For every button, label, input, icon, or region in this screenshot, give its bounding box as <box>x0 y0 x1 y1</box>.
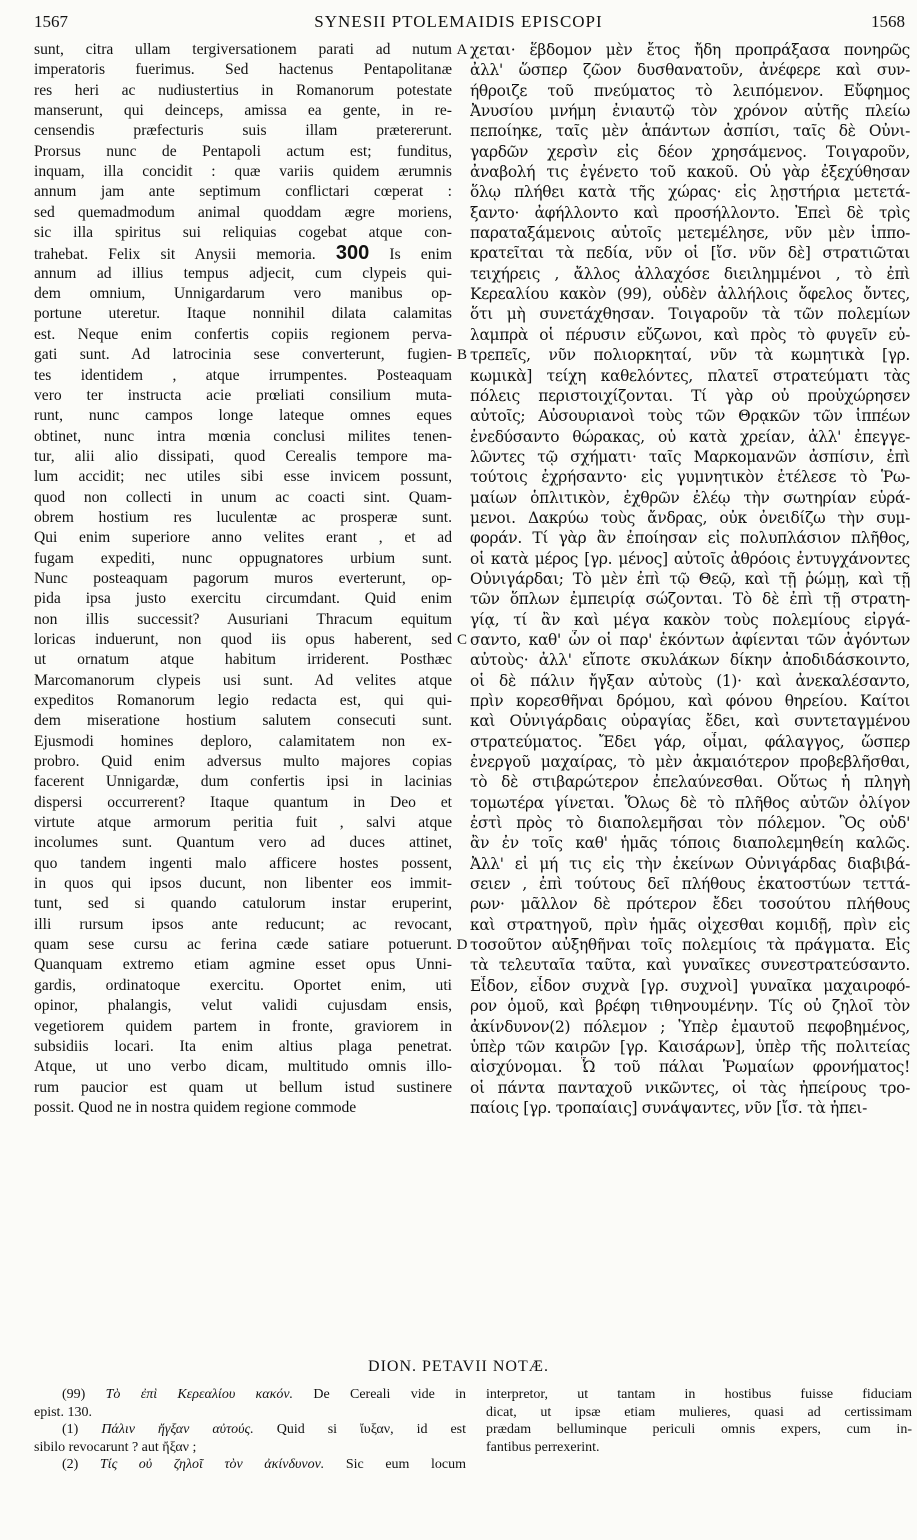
note-text: epist. 130. <box>34 1404 92 1420</box>
greek-line: πόλεις περιστοιχίζονται. Τί γὰρ οὐ προὐχώρησεν <box>470 386 910 405</box>
greek-line: παίοις [γρ. τροπαίαις] συνάψαντες, νῦν [ἴσ. τὰ ἠπει- <box>470 1098 868 1117</box>
latin-line: opinor, phalangis, velut validi cujusdam ensis, <box>34 997 452 1015</box>
greek-line: τοσοῦτον αὐξηθῆναι τοῖς πολεμίοις τὰ πράγματα. Εἰς <box>470 936 910 955</box>
latin-line: res heri ac nudiustertius in Romanorum potestate <box>34 81 452 99</box>
greek-line: λῶντες τῷ σχήματι· ταῖς Μαρκομανῶν ἀσπίσιν, ἐπὶ <box>470 447 910 466</box>
greek-line: ἐστὶ πρὸς τὸ διαπολεμῆσαι τὸν πόλεμον. Ὃς οὐδ' <box>470 814 910 833</box>
latin-line: non illis successit? Ausuriani Thracum equitum <box>34 610 452 628</box>
latin-line: pida ipsa justo exercitu circumdant. Quid enim <box>34 590 452 608</box>
latin-line: vero ter instructa acie prœliati consilium muta- <box>34 386 452 404</box>
greek-line: πρὶν κορεσθῆναι δρόμου, καὶ φόνου θηρείου. Καίτοι <box>470 692 910 710</box>
latin-line: tunt, sed si quando catulorum instar eruperint, <box>34 895 452 913</box>
latin-line: fugam expediti, nunc oppugnatores urbium sunt. <box>34 549 452 567</box>
greek-line: ἐνεδύσαντο θώρακας, οὐ κατὰ χρείαν, ἀλλ' ἐπεγγε- <box>470 427 910 446</box>
greek-line: τῶν ὅπλων ἐμπειρίᾳ σώζονται. Τὸ δὲ ἐπὶ τῇ στρατη- <box>470 590 910 609</box>
greek-line: μενοι. Δακρύω τοὺς ἄνδρας, οὐκ ὀνειδίζω τὴν συμ- <box>470 508 910 527</box>
greek-line: ἐνεργοῦ μαχαίρας, τὸ μὲν ἀκμαιότερον προβεβλῆσθαι, <box>470 753 910 772</box>
note-lemma: Τὸ ἐπὶ Κερεαλίου κακόν. <box>105 1387 294 1402</box>
latin-line: vegetiorem quidem partem in fronte, graviorem in <box>34 1017 452 1035</box>
greek-line: σαντο, καθ' ὧν οἱ παρ' ἑκόντων ἀφίενται τῶν ἀγόντων <box>470 630 910 649</box>
greek-line: ὅτι μὴ συνετάχθησαν. Τοιγαροῦν τὰ τῶν πολεμίων <box>470 305 910 324</box>
latin-line: expeditos Romanorum legio redacta est, qui qui- <box>34 692 452 709</box>
latin-line: loricas induerunt, non quod iis opus haberent, sed <box>34 630 452 648</box>
greek-line: τρεπεῖς, νῦν πολιορκηταί, νῦν τὰ κωμητικὰ [γρ. <box>470 346 910 365</box>
greek-line: σειεν , ἐπὶ τούτους δεῖ πλήθους ἑκατοστύων τεττά- <box>470 875 910 894</box>
greek-column <box>470 40 910 1118</box>
latin-line: facerent Unnigardæ, dum confertis ipsi in lacinias <box>34 773 452 791</box>
greek-line: ρον ὁμοῦ, καὶ βρέφη τιθηνουμένην. Τίς οὐ ζηλοῖ τὸν <box>470 997 910 1016</box>
latin-line: dispersi occurrerent? Itaque quantum in Deo et <box>34 793 452 811</box>
greek-line: αἰσχύνομαι. Ὦ τοῦ πάλαι Ῥωμαίων φρονήματος! <box>470 1058 910 1077</box>
greek-line: ἀναβολή τις ἐγένετο τοῦ κακοῦ. Οὐ γὰρ ἐξεχύθησαν <box>470 163 910 182</box>
latin-line: Marcomanorum clypeis usi sunt. Ad velites atque <box>34 671 452 689</box>
latin-line: Qui enim superiore anno velites erant , et ad <box>34 529 452 547</box>
greek-line: τούτοις ἐχρήσαντο· εἰς γυμνητικὸν ἐτέλεσε τὸ Ῥω- <box>470 468 910 487</box>
latin-line: obrem hostium res luculentæ ac prosperæ sunt. <box>34 508 452 526</box>
latin-line: ut ornatum atque habitum irriderent. Posthæc <box>34 651 452 669</box>
note-line <box>34 1386 466 1404</box>
greek-line: κωμικὰ] τείχη καθελόντες, πλατεῖ στρατεύματι τὰς <box>470 366 910 385</box>
section-number: 300 <box>335 243 370 264</box>
note-number: (2) <box>62 1457 100 1472</box>
greek-line: αὐτοὺς· ἀλλ' εἴποτε σκυλάκων δίκην ἀποδιδάσκοιντο, <box>470 651 910 670</box>
latin-line: gati sunt. Ad latrocinia sese converterunt, fugien- <box>34 346 452 364</box>
note-lemma: Πάλιν ἤγξαν αὐτούς. <box>101 1422 254 1437</box>
greek-line: τὰ τελευταῖα ταῦτα, καὶ γυναῖκες συνεστρατεύσαντο. <box>470 956 910 975</box>
latin-line-text: Is enim <box>369 246 452 264</box>
greek-line: οἱ πάντα πανταχοῦ νικῶντες, οἱ τὰς ἠπείρους τρο- <box>470 1078 910 1097</box>
note-number: (99) <box>62 1387 106 1402</box>
note-line <box>34 1421 466 1439</box>
greek-line: Ἀλλ' εἰ μή τις εἰς τὴν ἐκείνων Οὐνιγάρδας διαβιβά- <box>470 854 910 873</box>
greek-line: οἱ κατὰ μέρος [γρ. μένος] αὐτοῖς ἀθρόοις ἐντυγχάνοντες <box>470 549 910 568</box>
greek-line: γίᾳ, τί ἂν καὶ μέγα κακὸν τοὺς πολεμίους εἰργά- <box>470 610 910 629</box>
latin-line: Nunc posteaquam pagorum muros everterunt, op- <box>34 569 452 587</box>
latin-line: Atque, ut uno verbo dicam, multitudo omnis illo- <box>34 1058 452 1076</box>
latin-line: manserunt, qui deinceps, amissa ea gente, in re- <box>34 102 452 120</box>
latin-line: possit. Quod ne in nostra quidem regione commode <box>34 1098 357 1116</box>
latin-line-text: trahebat. Felix sit Anysii memoria. <box>34 246 336 264</box>
latin-line: quam sese cursu ac ferina cæde satiare potuerunt. <box>34 936 452 954</box>
latin-line: quo tandem ingenti malo afficere hostes possent, <box>34 854 452 872</box>
greek-line: λαμπρὰ οἱ πέρυσιν εὔζωνοι, καὶ πρὸς τὸ φυγεῖν εὐ- <box>470 325 910 344</box>
latin-line: annum jam ante septimum conflictari cœperat : <box>34 183 452 201</box>
latin-line: quod non collecti in unum ac coacti sint. Quam- <box>34 488 452 506</box>
greek-line: ήθροιζε τοῦ πνεύματος τὸ λειπόμενον. Εὔφημος <box>470 81 910 100</box>
latin-line: dem omnium, Unnigardarum vero manibus op- <box>34 285 452 303</box>
latin-line: incolumes sunt. Quantum vero ad duces attinet, <box>34 834 452 852</box>
latin-line: probro. Quid enim adversus multo majores copias <box>34 753 452 771</box>
greek-line: αὐτοῖς; Αὐσουριανοὶ τοὺς τῶν Θρᾳκῶν τῶν ἱππέων <box>470 407 910 426</box>
notes-title: DION. PETAVII NOTÆ. <box>368 1358 549 1375</box>
note-text: Sic eum locum <box>324 1457 466 1472</box>
greek-line: οἱ δὲ πάλιν ἤγξαν αὐτοὺς (1)· καὶ ἀνεκαλέσαντο, <box>470 671 910 690</box>
right-page-number: 1568 <box>871 12 905 31</box>
running-title: SYNESII PTOLEMAIDIS EPISCOPI <box>314 12 603 31</box>
latin-line: illi rursum ipsos ante reducunt; ac revocant, <box>34 915 452 933</box>
greek-line: μαίων ὁπλιτικὸν, ἐχθρῶν ἐλέῳ τὴν σωτηρίαν εὑρά- <box>470 488 910 507</box>
note-number: (1) <box>62 1422 102 1437</box>
greek-line: ρων· μᾶλλον δὲ πρότερον ἔδει τοσούτου πλήθους <box>470 895 910 914</box>
latin-line: sic illa spiritus sui reliquias cogebat atque con- <box>34 224 452 242</box>
latin-line: runt, nunc campos longe lateque omnes eques <box>34 407 452 425</box>
greek-line: καὶ Οὐνιγάρδαις οὐραγίας ἔδει, καὶ συντεταγμένου <box>470 712 910 731</box>
greek-line: τὸ δὲ στιβαρώτερον ἐπελαύνεσθαι. Οὕτως ἡ πληγὴ <box>470 773 910 792</box>
margin-letter-b: B <box>456 347 467 364</box>
notes-right-column <box>486 1386 912 1456</box>
note-text: De Cereali vide in <box>293 1387 466 1402</box>
greek-line: παραταξάμενοις αὐτοῖς μετεμέλησε, νῦν μὲν ἱππο- <box>470 224 910 243</box>
greek-line: ὑπὲρ τῶν καιρῶν [γρ. Καισάρων], ὑπὲρ τῆς πολιτείας <box>470 1037 910 1056</box>
latin-line: obtinet, nunc intra mœnia conclusi milites tenen- <box>34 427 452 445</box>
latin-line: tur, alii alio dissipati, quod Cerealis tempore ma- <box>34 447 452 465</box>
greek-line: ἂν ἐν τοῖς καθ' ἡμᾶς τόποις διαπολεμηθείη καλῶς. <box>470 834 910 853</box>
note-line <box>34 1404 466 1422</box>
note-line: dicat, ut ipsæ etiam mulieres, quasi ad certissimam <box>486 1404 912 1420</box>
greek-line: καὶ στρατηγοῦ, πρὶν ἡμᾶς οἰχεσθαι κομιδῇ, πρὶν εἰς <box>470 915 910 934</box>
page-header <box>0 6 917 36</box>
greek-line: Οὐνιγάρδαι; Τὸ μὲν ἐπὶ τῷ Θεῷ, καὶ τῇ ῥώμῃ, καὶ τῇ <box>470 569 910 588</box>
latin-line: dem miseratione hostium salutem consecuti sunt. <box>34 712 452 730</box>
latin-line: annum ad illius tempus adjecit, cum clypeis qui- <box>34 264 452 282</box>
latin-column <box>34 40 452 1118</box>
latin-line: est. Neque enim confertis copiis regionem perva- <box>34 325 452 343</box>
note-line: interpretor, ut tantam in hostibus fuisse fiduciam <box>486 1387 912 1402</box>
greek-line: φοράν. Τί γὰρ ἂν ἐποίησαν εἰς πολυπλάσιον πλῆθος, <box>470 529 910 548</box>
note-text: sibilo revocarunt ? aut ἤξαν ; <box>34 1439 197 1455</box>
greek-line: πεποίηκε, ταῖς μὲν ἁπάντων ἀσπίσι, ταῖς δὲ Οὐνι- <box>470 122 910 141</box>
latin-line: rum paucior est quam ut bellum istud sustinere <box>34 1078 452 1096</box>
greek-line: τειχήρεις , ἄλλος ἀλλαχόσε διειλημμένοι , τὸ ἐπὶ <box>470 264 910 283</box>
greek-line: Ἀνυσίου μνήμη ἐνιαυτῷ τὸν χρόνον αὐτῆς πλείω <box>470 102 910 121</box>
latin-line: gardis, ordinatoque exercitu. Oportet enim, uti <box>34 976 452 994</box>
greek-line: γαρδῶν χερσὶν εἰς δέον χρησάμενος. Τοιγαροῦν, <box>470 142 910 161</box>
greek-line: τομωτέρα γίνεται. Ὅλως δὲ τὸ πλῆθος αὐτῶν ὀλίγον <box>470 793 910 812</box>
latin-line: subsidiis locari. Ita enim altius plaga penetrat. <box>34 1037 452 1055</box>
greek-line: ἀλλ' ὥσπερ ζῶον δυσθανατοῦν, ἀνέφερε καὶ συν- <box>470 61 910 80</box>
latin-line: sunt, citra ullam tergiversationem parati ad nutum <box>34 41 452 58</box>
latin-line: Prorsus nunc de Pentapoli actum est; funditus, <box>34 142 452 160</box>
note-lemma: Τίς οὐ ζηλοῖ τὸν ἀκίνδυνον. <box>99 1457 325 1472</box>
greek-line: ὅλῳ πλήθει κατὰ τῆς χώρας· εἰς λῃστήρια μετετά- <box>470 183 910 202</box>
greek-line: ἀκίνδυνον(2) πόλεμον ; Ὑπὲρ ἐμαυτοῦ πεφοβημένος, <box>470 1017 910 1036</box>
latin-line: Quanquam extremo etiam agmine esset opus Unni- <box>34 956 452 974</box>
note-line: prædam belluminque periculi omnis expers, cum in- <box>486 1422 912 1437</box>
note-line <box>34 1456 466 1474</box>
latin-line: inquam, illa concidit : quæ variis quidem ærumnis <box>34 163 452 181</box>
latin-line: tes identidem , atque irrumpentes. Posteaquam <box>34 366 452 384</box>
margin-letter-d: D <box>456 937 468 954</box>
latin-line: in quos qui ipsos ducunt, non libenter eos immit- <box>34 875 452 893</box>
latin-line: imperatoris fuerimus. Sed hactenus Pentapolitanæ <box>34 61 452 79</box>
greek-line: στρατεύματος. Ἔδει γάρ, οἶμαι, φάλαγγος, ὥσπερ <box>470 732 910 751</box>
latin-line: virtute atque armorum peritia fuit , salvi atque <box>34 814 452 832</box>
latin-line: Ejusmodi homines deploro, calamitatem non ex- <box>34 732 452 750</box>
margin-letter-c: C <box>456 632 467 649</box>
note-line <box>34 1439 466 1457</box>
latin-line: lum accidit; nec utiles sibi esse invicem possunt, <box>34 468 452 486</box>
greek-line: ξαντο· ἀφήλλοντο καὶ προσήλλοντο. Ἐπεὶ δὲ τρὶς <box>470 203 910 222</box>
greek-line: κρατεῖται τὰ πεδία, νῦν οἱ [ἴσ. νῦν δὲ] στρατιῶται <box>470 244 910 263</box>
notes-left-column <box>34 1386 466 1474</box>
greek-line: Εἶδον, εἶδον συχνὰ [γρ. συχνοὶ] γυναῖκα μαχαιροφό- <box>470 976 910 995</box>
margin-letter-a: A <box>456 42 468 58</box>
latin-line: censendis præfecturis suis illam prætererunt. <box>34 122 452 140</box>
note-text: Quid si ἴυξαν, id est <box>253 1422 466 1437</box>
latin-line: sed quemadmodum animal quoddam ægre moriens, <box>34 203 452 221</box>
left-page-number: 1567 <box>34 12 68 31</box>
note-line: fantibus perrexerint. <box>486 1439 600 1455</box>
greek-line: χεται· ἕβδομον μὲν ἔτος ἤδη προπράξασα πονηρῶς <box>470 41 910 59</box>
latin-line: portune uteretur. Itaque nonnihil dilata calamitas <box>34 305 452 323</box>
greek-line: Κερεαλίου κακὸν (99), οὐδὲν ἀλλήλοις ὄφελος ὄντες, <box>470 285 910 304</box>
latin-line <box>34 243 452 263</box>
